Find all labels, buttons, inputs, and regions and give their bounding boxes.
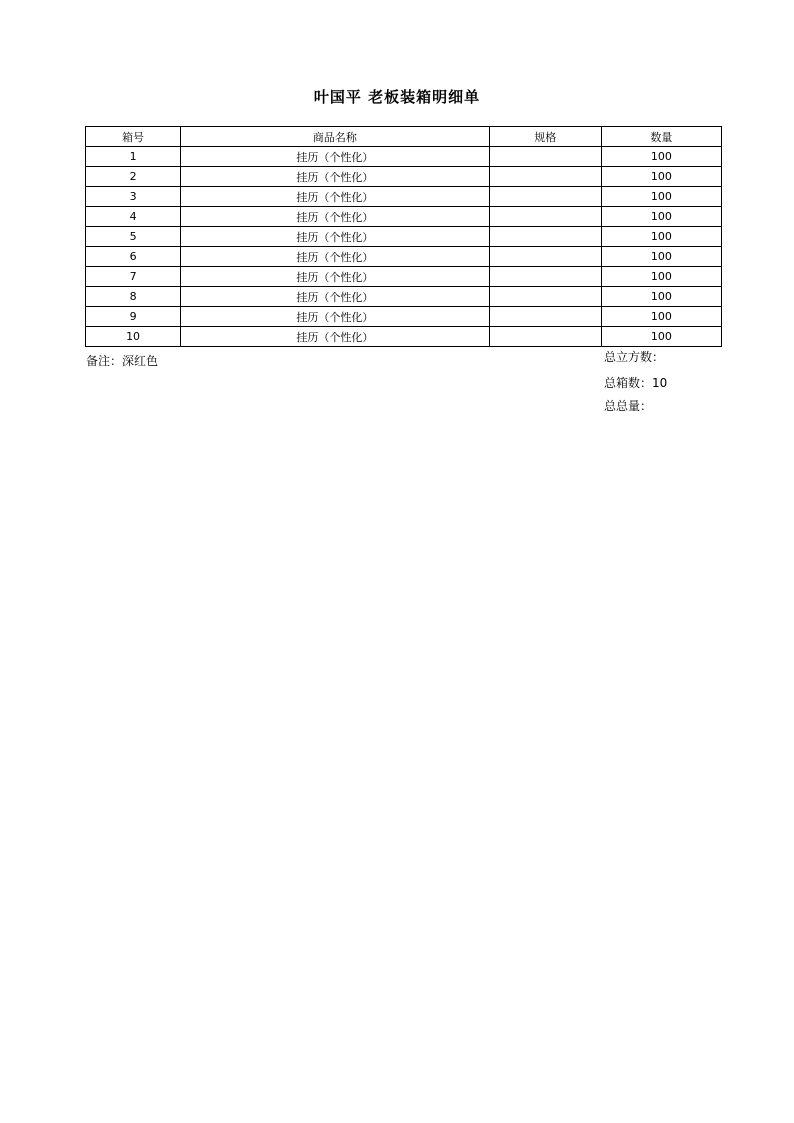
cell-specification xyxy=(489,167,601,187)
cell-box-number: 9 xyxy=(86,307,181,327)
cell-product-name: 挂历（个性化） xyxy=(181,147,489,167)
cell-box-number: 7 xyxy=(86,267,181,287)
table-row xyxy=(86,267,722,287)
packing-list-table xyxy=(85,126,722,347)
cell-product-name: 挂历（个性化） xyxy=(181,247,489,267)
table-row xyxy=(86,327,722,347)
cell-quantity: 100 xyxy=(601,287,721,307)
cell-quantity: 100 xyxy=(601,307,721,327)
cell-specification xyxy=(489,207,601,227)
total-boxes-label: 总箱数：10 xyxy=(604,376,668,390)
cell-box-number: 10 xyxy=(86,327,181,347)
header-quantity: 数量 xyxy=(601,127,721,147)
cell-quantity: 100 xyxy=(601,207,721,227)
cell-product-name: 挂历（个性化） xyxy=(181,327,489,347)
cell-quantity: 100 xyxy=(601,147,721,167)
cell-product-name: 挂历（个性化） xyxy=(181,227,489,247)
cell-specification xyxy=(489,287,601,307)
cell-quantity: 100 xyxy=(601,187,721,207)
table-row xyxy=(86,147,722,167)
page-title: 叶国平 老板装箱明细单 xyxy=(313,88,481,106)
cell-specification xyxy=(489,307,601,327)
header-box-number: 箱号 xyxy=(86,127,181,147)
table-row xyxy=(86,167,722,187)
total-volume-label: 总立方数： xyxy=(604,350,665,364)
cell-box-number: 8 xyxy=(86,287,181,307)
cell-box-number: 4 xyxy=(86,207,181,227)
cell-specification xyxy=(489,267,601,287)
cell-specification xyxy=(489,247,601,267)
total-weight-label: 总总量： xyxy=(604,399,653,413)
cell-product-name: 挂历（个性化） xyxy=(181,167,489,187)
cell-box-number: 3 xyxy=(86,187,181,207)
cell-product-name: 挂历（个性化） xyxy=(181,207,489,227)
cell-box-number: 1 xyxy=(86,147,181,167)
cell-specification xyxy=(489,327,601,347)
cell-quantity: 100 xyxy=(601,247,721,267)
cell-quantity: 100 xyxy=(601,167,721,187)
table-header-row xyxy=(86,127,722,147)
table-row xyxy=(86,307,722,327)
cell-product-name: 挂历（个性化） xyxy=(181,267,489,287)
table-row xyxy=(86,247,722,267)
table-row xyxy=(86,207,722,227)
cell-product-name: 挂历（个性化） xyxy=(181,287,489,307)
cell-specification xyxy=(489,227,601,247)
cell-specification xyxy=(489,187,601,207)
cell-quantity: 100 xyxy=(601,227,721,247)
cell-box-number: 2 xyxy=(86,167,181,187)
cell-product-name: 挂历（个性化） xyxy=(181,187,489,207)
header-specification: 规格 xyxy=(489,127,601,147)
table-row xyxy=(86,187,722,207)
table-row xyxy=(86,227,722,247)
cell-quantity: 100 xyxy=(601,327,721,347)
table-row xyxy=(86,287,722,307)
cell-box-number: 5 xyxy=(86,227,181,247)
cell-quantity: 100 xyxy=(601,267,721,287)
cell-box-number: 6 xyxy=(86,247,181,267)
cell-specification xyxy=(489,147,601,167)
remarks-note: 备注：深红色 xyxy=(86,354,159,368)
header-product-name: 商品名称 xyxy=(181,127,489,147)
cell-product-name: 挂历（个性化） xyxy=(181,307,489,327)
